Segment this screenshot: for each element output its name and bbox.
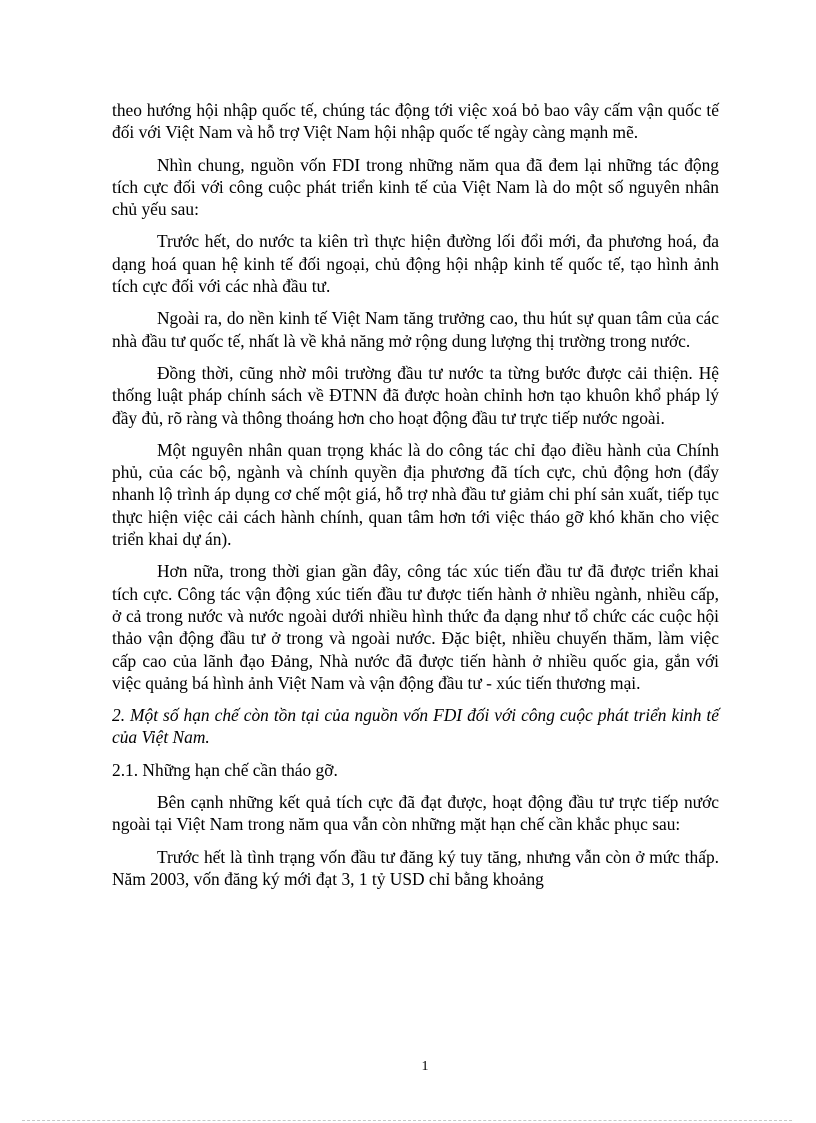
page-number: 1 bbox=[421, 1059, 429, 1074]
paragraph-reason-5: Hơn nữa, trong thời gian gần đây, công tác xúc tiến đầu tư đã được triển khai tích cực. Công tác vận động xúc tiến đầu tư được tiến hành ở nhiều ngành, nhiều cấp, ở cả trong nước và nước ngoài dưới nhiều hình thức đa dạng như tổ chức các cuộc hội thảo vận động đầu tư ở trong và ngoài nước. Đặc biệt, nhiều chuyến thăm, làm việc cấp cao của lãnh đạo Đảng, Nhà nước đã được tiến hành ở nhiều quốc gia, gắn với việc quảng bá hình ảnh Việt Nam và vận động đầu tư - xúc tiến thương mại. bbox=[112, 561, 719, 693]
page-bottom-divider bbox=[22, 1120, 792, 1121]
paragraph-reason-2: Ngoài ra, do nền kinh tế Việt Nam tăng trưởng cao, thu hút sự quan tâm của các nhà đầu tư quốc tế, nhất là về khả năng mở rộng dung lượng thị trường trong nước. bbox=[112, 308, 719, 351]
paragraph-reason-4: Một nguyên nhân quan trọng khác là do công tác chỉ đạo điều hành của Chính phủ, của các bộ, ngành và chính quyền địa phương đã tích cực, chủ động hơn (đẩy nhanh lộ trình áp dụng cơ chế một giá, hỗ trợ nhà đầu tư giảm chi phí sản xuất, tiếp tục thực hiện việc cải cách hành chính, quan tâm hơn tới việc tháo gỡ khó khăn cho việc triển khai dự án). bbox=[112, 439, 719, 550]
paragraph-limitation-1: Trước hết là tình trạng vốn đầu tư đăng ký tuy tăng, nhưng vẫn còn ở mức thấp. Năm 2003, vốn đăng ký mới đạt 3, 1 tỷ USD chỉ bằng khoảng bbox=[112, 846, 719, 889]
document-body bbox=[112, 99, 719, 900]
paragraph-limitations-intro: Bên cạnh những kết quả tích cực đã đạt được, hoạt động đầu tư trực tiếp nước ngoài tại Việt Nam trong năm qua vẫn còn những mặt hạn chế cần khắc phục sau: bbox=[112, 792, 719, 835]
subsection-heading: 2.1. Những hạn chế cần tháo gỡ. bbox=[112, 759, 338, 780]
paragraph-continuation: theo hướng hội nhập quốc tế, chúng tác động tới việc xoá bỏ bao vây cấm vận quốc tế đối với Việt Nam và hỗ trợ Việt Nam hội nhập quốc tế ngày càng mạnh mẽ. bbox=[112, 100, 719, 143]
paragraph-overview: Nhìn chung, nguồn vốn FDI trong những năm qua đã đem lại những tác động tích cực đối với công cuộc phát triển kinh tế của Việt Nam là do một số nguyên nhân chủ yếu sau: bbox=[112, 154, 719, 220]
section-heading: 2. Một số hạn chế còn tồn tại của nguồn vốn FDI đối với công cuộc phát triển kinh tế của Việt Nam. bbox=[112, 705, 719, 748]
paragraph-reason-1: Trước hết, do nước ta kiên trì thực hiện đường lối đổi mới, đa phương hoá, đa dạng hoá quan hệ kinh tế đối ngoại, chủ động hội nhập kinh tế quốc tế, tạo hình ảnh tích cực đối với các nhà đầu tư. bbox=[112, 231, 719, 297]
paragraph-reason-3: Đồng thời, cũng nhờ môi trường đầu tư nước ta từng bước được cải thiện. Hệ thống luật pháp chính sách về ĐTNN đã được hoàn chỉnh hơn tạo khuôn khổ pháp lý đầy đủ, rõ ràng và thông thoáng hơn cho hoạt động đầu tư trực tiếp nước ngoài. bbox=[112, 362, 719, 428]
